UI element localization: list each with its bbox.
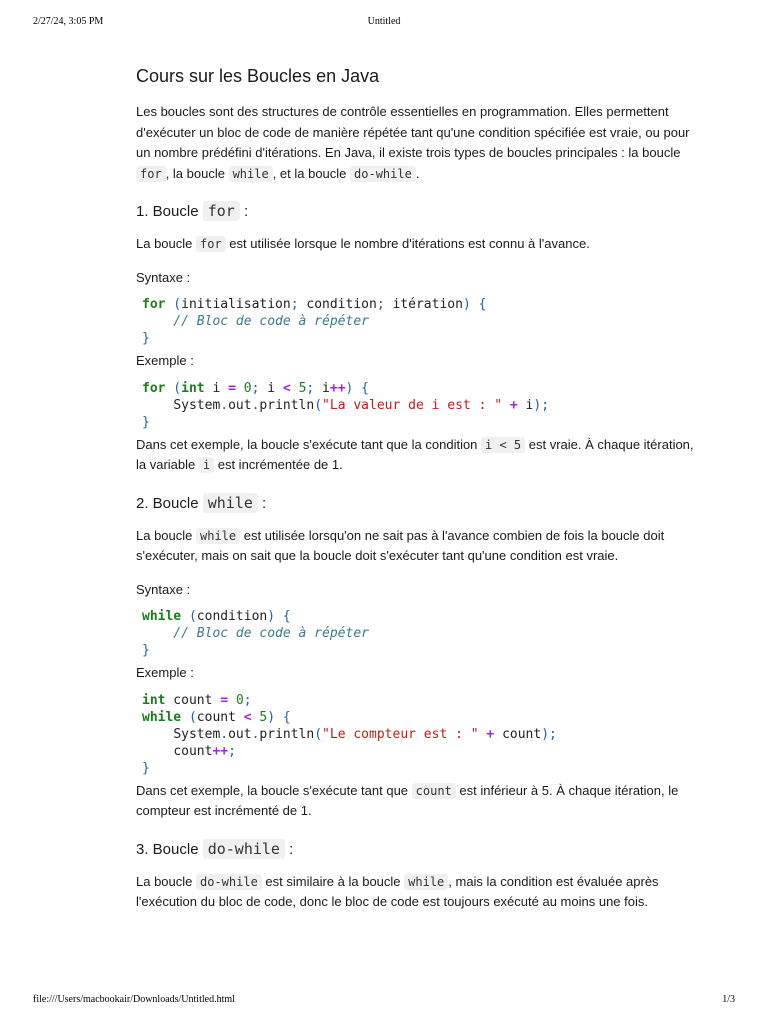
while-explanation: Dans cet exemple, la boucle s'exécute tant que count est inférieur à 5. À chaque itération, le compteur est incrémenté de 1.	[136, 782, 679, 818]
section-heading-for: 1. Boucle for :	[136, 202, 249, 220]
inline-code: do-while	[350, 166, 416, 182]
inline-code: i	[199, 457, 214, 473]
for-explanation: Dans cet exemple, la boucle s'exécute tant que la condition i < 5 est vraie. À chaque itération, la variable i est incrémentée de 1.	[136, 436, 694, 472]
code-block-for-example: for (int i = 0; i < 5; i++) { System.out.println("La valeur de i est : " + i); }	[142, 380, 550, 430]
heading-code: while	[203, 493, 258, 513]
inline-code: while	[404, 874, 448, 890]
inline-code: count	[412, 783, 456, 799]
code-block-while-syntax: while (condition) { // Bloc de code à répéter }	[142, 609, 369, 658]
inline-code: for	[196, 236, 226, 252]
syntax-label: Syntaxe :	[136, 581, 191, 597]
print-date: 2/27/24, 3:05 PM	[33, 16, 104, 27]
inline-code: do-while	[196, 874, 262, 890]
example-label: Exemple :	[136, 665, 194, 680]
inline-code: i < 5	[481, 437, 525, 453]
inline-code: for	[136, 166, 166, 182]
inline-code: while	[196, 528, 240, 544]
section-heading-do-while: 3. Boucle do-while :	[136, 839, 294, 858]
print-title: Untitled	[367, 16, 401, 27]
heading-code: do-while	[203, 839, 285, 859]
code-block-for-syntax: for (initialisation; condition; itération) { // Bloc de code à répéter }	[142, 297, 487, 346]
while-description: La boucle while est utilisée lorsqu'on ne sait pas à l'avance combien de fois la boucle doit s'exécuter, mais on sait que la boucle doit s'exécuter tant qu'une condition est vraie.	[136, 527, 665, 563]
example-label: Exemple :	[136, 353, 194, 368]
do-while-description: La boucle do-while est similaire à la boucle while , mais la condition est évaluée après l'exécution du bloc de code, donc le bloc de code est toujours exécuté au moins une fois.	[136, 873, 659, 909]
for-description: La boucle for est utilisée lorsque le nombre d'itérations est connu à l'avance.	[136, 236, 590, 251]
section-heading-while: 2. Boucle while :	[136, 493, 267, 512]
code-block-while-example: int count = 0; while (count < 5) { System.out.println("Le compteur est : " + count); count++; }	[142, 692, 557, 776]
heading-code: for	[203, 201, 240, 221]
print-url: file:///Users/macbookair/Downloads/Untitled.html	[33, 994, 235, 1005]
page-number: 1/3	[722, 994, 735, 1005]
print-footer	[33, 994, 735, 1008]
page-title: Cours sur les Boucles en Java	[136, 66, 380, 86]
document-content	[136, 60, 696, 913]
syntax-label: Syntaxe :	[136, 269, 191, 285]
intro-paragraph: Les boucles sont des structures de contrôle essentielles en programmation. Elles permettent d'exécuter un bloc de code de manière répétée tant qu'une condition spécifiée est vraie, ou pour un nombre prédéfini d'itérations. En Java, il existe trois types de boucles principales : la boucle for , la boucle while , et la boucle do-while .	[136, 104, 690, 181]
inline-code: while	[229, 166, 273, 182]
print-header	[33, 16, 735, 30]
